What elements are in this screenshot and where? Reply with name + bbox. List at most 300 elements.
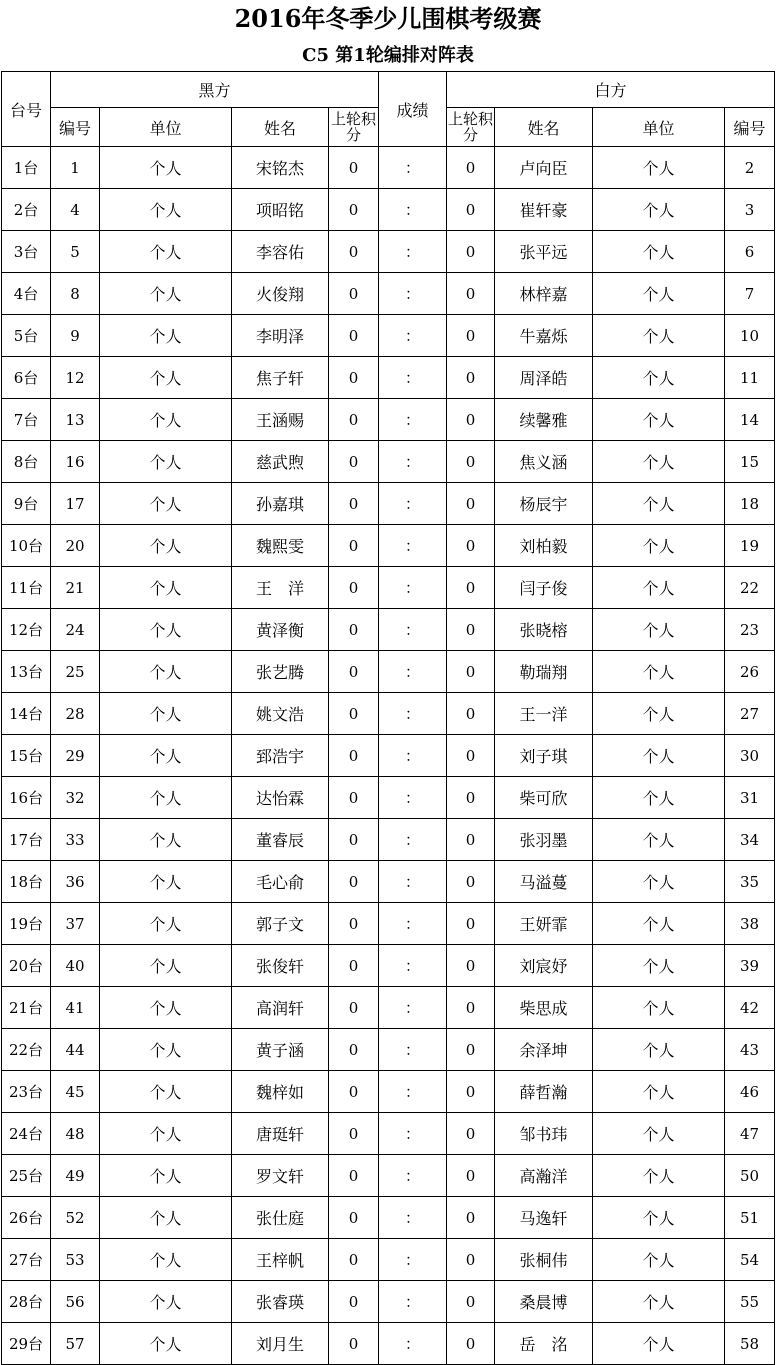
black-prev-score-cell: 0 [329, 1113, 379, 1155]
table-no-cell: 16台 [2, 777, 51, 819]
black-number-cell: 21 [51, 567, 100, 609]
black-number-cell: 9 [51, 315, 100, 357]
table-no-cell: 28台 [2, 1281, 51, 1323]
black-prev-score-cell: 0 [329, 945, 379, 987]
black-number-cell: 29 [51, 735, 100, 777]
white-unit-cell: 个人 [593, 693, 725, 735]
table-no-cell: 10台 [2, 525, 51, 567]
result-cell: ： [379, 693, 447, 735]
white-prev-score-cell: 0 [447, 357, 495, 399]
black-prev-score-cell: 0 [329, 651, 379, 693]
black-name-cell: 姚文浩 [232, 693, 329, 735]
table-no-cell: 27台 [2, 1239, 51, 1281]
result-cell: ： [379, 651, 447, 693]
white-unit-cell: 个人 [593, 609, 725, 651]
table-row [2, 987, 775, 1029]
black-prev-score-cell: 0 [329, 1155, 379, 1197]
result-cell: ： [379, 147, 447, 189]
white-number-cell: 35 [725, 861, 775, 903]
white-unit-cell: 个人 [593, 777, 725, 819]
white-prev-score-cell: 0 [447, 945, 495, 987]
table-row [2, 1197, 775, 1239]
black-number-cell: 12 [51, 357, 100, 399]
white-unit-cell: 个人 [593, 399, 725, 441]
black-prev-score-cell: 0 [329, 147, 379, 189]
white-name-cell: 周泽皓 [495, 357, 593, 399]
black-unit-cell: 个人 [100, 987, 232, 1029]
white-name-cell: 张平远 [495, 231, 593, 273]
white-number-cell: 3 [725, 189, 775, 231]
white-number-cell: 51 [725, 1197, 775, 1239]
black-unit-cell: 个人 [100, 231, 232, 273]
white-number-cell: 2 [725, 147, 775, 189]
white-prev-score-cell: 0 [447, 1197, 495, 1239]
white-prev-score-cell: 0 [447, 525, 495, 567]
white-name-cell: 邹书玮 [495, 1113, 593, 1155]
black-number-cell: 1 [51, 147, 100, 189]
white-unit-cell: 个人 [593, 1113, 725, 1155]
black-unit-cell: 个人 [100, 1323, 232, 1365]
black-name-cell: 李明泽 [232, 315, 329, 357]
white-name-cell: 闫子俊 [495, 567, 593, 609]
black-number-cell: 17 [51, 483, 100, 525]
white-unit-cell: 个人 [593, 1281, 725, 1323]
table-row [2, 1029, 775, 1071]
white-unit-cell: 个人 [593, 861, 725, 903]
black-number-cell: 24 [51, 609, 100, 651]
table-no-cell: 18台 [2, 861, 51, 903]
white-prev-score-cell: 0 [447, 903, 495, 945]
table-row [2, 1239, 775, 1281]
white-unit-cell: 个人 [593, 1323, 725, 1365]
black-unit-cell: 个人 [100, 1197, 232, 1239]
white-name-cell: 杨辰宇 [495, 483, 593, 525]
table-no-cell: 13台 [2, 651, 51, 693]
black-prev-score-cell: 0 [329, 315, 379, 357]
white-name-cell: 柴可欣 [495, 777, 593, 819]
black-number-cell: 48 [51, 1113, 100, 1155]
white-prev-score-cell: 0 [447, 777, 495, 819]
black-number-cell: 8 [51, 273, 100, 315]
white-number-cell: 27 [725, 693, 775, 735]
white-prev-score-cell: 0 [447, 147, 495, 189]
black-name-cell: 郭子文 [232, 903, 329, 945]
table-no-cell: 2台 [2, 189, 51, 231]
black-prev-score-cell: 0 [329, 987, 379, 1029]
table-row [2, 189, 775, 231]
black-unit-cell: 个人 [100, 315, 232, 357]
table-no-cell: 14台 [2, 693, 51, 735]
table-no-cell: 25台 [2, 1155, 51, 1197]
black-unit-cell: 个人 [100, 357, 232, 399]
white-name-cell: 高瀚洋 [495, 1155, 593, 1197]
result-cell: ： [379, 987, 447, 1029]
black-number-cell: 36 [51, 861, 100, 903]
black-name-cell: 王 洋 [232, 567, 329, 609]
white-number-cell: 10 [725, 315, 775, 357]
white-name-cell: 王一洋 [495, 693, 593, 735]
black-unit-cell: 个人 [100, 861, 232, 903]
black-prev-score-cell: 0 [329, 273, 379, 315]
table-row [2, 861, 775, 903]
header-black-prev-score: 上轮积分 [329, 108, 379, 147]
white-prev-score-cell: 0 [447, 1281, 495, 1323]
table-row [2, 441, 775, 483]
black-unit-cell: 个人 [100, 819, 232, 861]
table-row [2, 1113, 775, 1155]
result-cell: ： [379, 1323, 447, 1365]
black-number-cell: 28 [51, 693, 100, 735]
result-cell: ： [379, 1113, 447, 1155]
black-prev-score-cell: 0 [329, 483, 379, 525]
white-name-cell: 刘子琪 [495, 735, 593, 777]
white-prev-score-cell: 0 [447, 1323, 495, 1365]
black-prev-score-cell: 0 [329, 1323, 379, 1365]
result-cell: ： [379, 189, 447, 231]
white-prev-score-cell: 0 [447, 1155, 495, 1197]
black-name-cell: 高润轩 [232, 987, 329, 1029]
black-number-cell: 40 [51, 945, 100, 987]
white-unit-cell: 个人 [593, 525, 725, 567]
white-number-cell: 50 [725, 1155, 775, 1197]
white-unit-cell: 个人 [593, 987, 725, 1029]
table-row [2, 651, 775, 693]
white-number-cell: 6 [725, 231, 775, 273]
table-row [2, 357, 775, 399]
black-prev-score-cell: 0 [329, 1029, 379, 1071]
result-cell: ： [379, 777, 447, 819]
black-name-cell: 慈武煦 [232, 441, 329, 483]
white-unit-cell: 个人 [593, 945, 725, 987]
result-cell: ： [379, 525, 447, 567]
header-white: 白方 [447, 72, 775, 108]
table-row [2, 609, 775, 651]
table-no-cell: 7台 [2, 399, 51, 441]
result-cell: ： [379, 903, 447, 945]
table-row [2, 693, 775, 735]
table-row [2, 1323, 775, 1365]
black-prev-score-cell: 0 [329, 903, 379, 945]
black-name-cell: 唐珽轩 [232, 1113, 329, 1155]
white-number-cell: 15 [725, 441, 775, 483]
white-name-cell: 刘宸妤 [495, 945, 593, 987]
white-unit-cell: 个人 [593, 651, 725, 693]
black-number-cell: 4 [51, 189, 100, 231]
black-name-cell: 王涵赐 [232, 399, 329, 441]
black-name-cell: 项昭铭 [232, 189, 329, 231]
white-name-cell: 刘柏毅 [495, 525, 593, 567]
white-prev-score-cell: 0 [447, 231, 495, 273]
white-unit-cell: 个人 [593, 1029, 725, 1071]
black-unit-cell: 个人 [100, 1113, 232, 1155]
table-row [2, 525, 775, 567]
result-cell: ： [379, 1239, 447, 1281]
black-prev-score-cell: 0 [329, 567, 379, 609]
black-prev-score-cell: 0 [329, 819, 379, 861]
white-number-cell: 11 [725, 357, 775, 399]
table-no-cell: 19台 [2, 903, 51, 945]
header-white-unit: 单位 [593, 108, 725, 147]
white-number-cell: 18 [725, 483, 775, 525]
header-black-unit: 单位 [100, 108, 232, 147]
table-no-cell: 3台 [2, 231, 51, 273]
black-unit-cell: 个人 [100, 903, 232, 945]
table-no-cell: 8台 [2, 441, 51, 483]
black-unit-cell: 个人 [100, 273, 232, 315]
black-number-cell: 57 [51, 1323, 100, 1365]
black-unit-cell: 个人 [100, 1281, 232, 1323]
result-cell: ： [379, 483, 447, 525]
white-prev-score-cell: 0 [447, 567, 495, 609]
table-row [2, 777, 775, 819]
result-cell: ： [379, 399, 447, 441]
header-black: 黑方 [51, 72, 379, 108]
black-name-cell: 李容佑 [232, 231, 329, 273]
table-row [2, 147, 775, 189]
table-row [2, 1281, 775, 1323]
white-prev-score-cell: 0 [447, 399, 495, 441]
white-prev-score-cell: 0 [447, 1071, 495, 1113]
white-unit-cell: 个人 [593, 735, 725, 777]
table-row [2, 315, 775, 357]
result-cell: ： [379, 231, 447, 273]
result-cell: ： [379, 273, 447, 315]
white-unit-cell: 个人 [593, 483, 725, 525]
result-cell: ： [379, 567, 447, 609]
white-prev-score-cell: 0 [447, 735, 495, 777]
header-white-prev-score: 上轮积分 [447, 108, 495, 147]
black-unit-cell: 个人 [100, 1239, 232, 1281]
black-unit-cell: 个人 [100, 1029, 232, 1071]
white-name-cell: 薛哲瀚 [495, 1071, 593, 1113]
white-name-cell: 马溢蔓 [495, 861, 593, 903]
white-prev-score-cell: 0 [447, 483, 495, 525]
table-row [2, 1071, 775, 1113]
black-prev-score-cell: 0 [329, 735, 379, 777]
white-prev-score-cell: 0 [447, 609, 495, 651]
black-name-cell: 张艺腾 [232, 651, 329, 693]
table-no-cell: 21台 [2, 987, 51, 1029]
white-number-cell: 42 [725, 987, 775, 1029]
result-cell: ： [379, 861, 447, 903]
result-cell: ： [379, 1029, 447, 1071]
white-unit-cell: 个人 [593, 1071, 725, 1113]
white-unit-cell: 个人 [593, 1197, 725, 1239]
table-no-cell: 1台 [2, 147, 51, 189]
table-row [2, 231, 775, 273]
black-number-cell: 25 [51, 651, 100, 693]
white-number-cell: 43 [725, 1029, 775, 1071]
header-result: 成绩 [379, 72, 447, 147]
white-prev-score-cell: 0 [447, 315, 495, 357]
table-row [2, 819, 775, 861]
result-cell: ： [379, 357, 447, 399]
header-table-no: 台号 [2, 72, 51, 147]
white-name-cell: 桑晨博 [495, 1281, 593, 1323]
white-unit-cell: 个人 [593, 357, 725, 399]
black-number-cell: 13 [51, 399, 100, 441]
black-unit-cell: 个人 [100, 1155, 232, 1197]
table-no-cell: 22台 [2, 1029, 51, 1071]
table-no-cell: 5台 [2, 315, 51, 357]
black-name-cell: 焦子轩 [232, 357, 329, 399]
white-prev-score-cell: 0 [447, 189, 495, 231]
black-name-cell: 毛心俞 [232, 861, 329, 903]
white-prev-score-cell: 0 [447, 693, 495, 735]
black-unit-cell: 个人 [100, 147, 232, 189]
white-name-cell: 张桐伟 [495, 1239, 593, 1281]
table-no-cell: 4台 [2, 273, 51, 315]
white-unit-cell: 个人 [593, 315, 725, 357]
result-cell: ： [379, 819, 447, 861]
white-unit-cell: 个人 [593, 147, 725, 189]
table-no-cell: 12台 [2, 609, 51, 651]
white-unit-cell: 个人 [593, 273, 725, 315]
black-number-cell: 56 [51, 1281, 100, 1323]
white-name-cell: 岳 洺 [495, 1323, 593, 1365]
black-unit-cell: 个人 [100, 441, 232, 483]
black-name-cell: 张睿瑛 [232, 1281, 329, 1323]
white-name-cell: 马逸轩 [495, 1197, 593, 1239]
white-number-cell: 22 [725, 567, 775, 609]
black-prev-score-cell: 0 [329, 1239, 379, 1281]
black-name-cell: 罗文轩 [232, 1155, 329, 1197]
black-number-cell: 33 [51, 819, 100, 861]
white-prev-score-cell: 0 [447, 651, 495, 693]
black-unit-cell: 个人 [100, 1071, 232, 1113]
black-name-cell: 张仕庭 [232, 1197, 329, 1239]
white-number-cell: 46 [725, 1071, 775, 1113]
black-prev-score-cell: 0 [329, 693, 379, 735]
white-number-cell: 31 [725, 777, 775, 819]
table-row [2, 1155, 775, 1197]
white-prev-score-cell: 0 [447, 1029, 495, 1071]
white-number-cell: 14 [725, 399, 775, 441]
black-number-cell: 41 [51, 987, 100, 1029]
black-number-cell: 37 [51, 903, 100, 945]
white-prev-score-cell: 0 [447, 441, 495, 483]
white-name-cell: 王妍霏 [495, 903, 593, 945]
white-unit-cell: 个人 [593, 1155, 725, 1197]
white-prev-score-cell: 0 [447, 987, 495, 1029]
table-no-cell: 11台 [2, 567, 51, 609]
white-number-cell: 19 [725, 525, 775, 567]
table-row [2, 399, 775, 441]
header-white-name: 姓名 [495, 108, 593, 147]
black-prev-score-cell: 0 [329, 189, 379, 231]
table-no-cell: 20台 [2, 945, 51, 987]
black-name-cell: 王梓帆 [232, 1239, 329, 1281]
white-unit-cell: 个人 [593, 819, 725, 861]
black-number-cell: 20 [51, 525, 100, 567]
black-name-cell: 黄子涵 [232, 1029, 329, 1071]
header-black-number: 编号 [51, 108, 100, 147]
white-name-cell: 焦义涵 [495, 441, 593, 483]
white-name-cell: 余泽坤 [495, 1029, 593, 1071]
black-prev-score-cell: 0 [329, 399, 379, 441]
table-no-cell: 9台 [2, 483, 51, 525]
table-row [2, 483, 775, 525]
black-prev-score-cell: 0 [329, 1071, 379, 1113]
white-name-cell: 卢向臣 [495, 147, 593, 189]
black-name-cell: 达怡霖 [232, 777, 329, 819]
black-unit-cell: 个人 [100, 483, 232, 525]
table-no-cell: 24台 [2, 1113, 51, 1155]
black-prev-score-cell: 0 [329, 1197, 379, 1239]
white-unit-cell: 个人 [593, 903, 725, 945]
table-no-cell: 15台 [2, 735, 51, 777]
black-prev-score-cell: 0 [329, 1281, 379, 1323]
black-prev-score-cell: 0 [329, 861, 379, 903]
black-name-cell: 张俊轩 [232, 945, 329, 987]
black-number-cell: 5 [51, 231, 100, 273]
white-name-cell: 续馨雅 [495, 399, 593, 441]
white-number-cell: 34 [725, 819, 775, 861]
white-name-cell: 崔轩豪 [495, 189, 593, 231]
header-white-number: 编号 [725, 108, 775, 147]
black-unit-cell: 个人 [100, 189, 232, 231]
white-prev-score-cell: 0 [447, 861, 495, 903]
white-name-cell: 张羽墨 [495, 819, 593, 861]
white-number-cell: 55 [725, 1281, 775, 1323]
white-number-cell: 54 [725, 1239, 775, 1281]
result-cell: ： [379, 441, 447, 483]
white-unit-cell: 个人 [593, 189, 725, 231]
black-prev-score-cell: 0 [329, 231, 379, 273]
white-number-cell: 38 [725, 903, 775, 945]
black-name-cell: 魏梓如 [232, 1071, 329, 1113]
white-name-cell: 牛嘉烁 [495, 315, 593, 357]
white-name-cell: 林梓嘉 [495, 273, 593, 315]
table-no-cell: 17台 [2, 819, 51, 861]
result-cell: ： [379, 1197, 447, 1239]
black-unit-cell: 个人 [100, 735, 232, 777]
black-unit-cell: 个人 [100, 945, 232, 987]
black-number-cell: 52 [51, 1197, 100, 1239]
black-unit-cell: 个人 [100, 609, 232, 651]
white-number-cell: 47 [725, 1113, 775, 1155]
black-prev-score-cell: 0 [329, 777, 379, 819]
white-name-cell: 张晓榕 [495, 609, 593, 651]
table-row [2, 567, 775, 609]
result-cell: ： [379, 609, 447, 651]
white-prev-score-cell: 0 [447, 1113, 495, 1155]
black-prev-score-cell: 0 [329, 525, 379, 567]
black-unit-cell: 个人 [100, 777, 232, 819]
table-no-cell: 26台 [2, 1197, 51, 1239]
white-name-cell: 勒瑞翔 [495, 651, 593, 693]
result-cell: ： [379, 1155, 447, 1197]
black-name-cell: 刘月生 [232, 1323, 329, 1365]
black-unit-cell: 个人 [100, 693, 232, 735]
table-no-cell: 23台 [2, 1071, 51, 1113]
table-no-cell: 6台 [2, 357, 51, 399]
white-number-cell: 7 [725, 273, 775, 315]
result-cell: ： [379, 735, 447, 777]
black-prev-score-cell: 0 [329, 357, 379, 399]
black-name-cell: 孙嘉琪 [232, 483, 329, 525]
white-prev-score-cell: 0 [447, 1239, 495, 1281]
black-unit-cell: 个人 [100, 651, 232, 693]
white-number-cell: 39 [725, 945, 775, 987]
black-unit-cell: 个人 [100, 567, 232, 609]
black-number-cell: 45 [51, 1071, 100, 1113]
black-number-cell: 44 [51, 1029, 100, 1071]
black-name-cell: 魏熙雯 [232, 525, 329, 567]
white-number-cell: 26 [725, 651, 775, 693]
table-row [2, 735, 775, 777]
white-unit-cell: 个人 [593, 1239, 725, 1281]
